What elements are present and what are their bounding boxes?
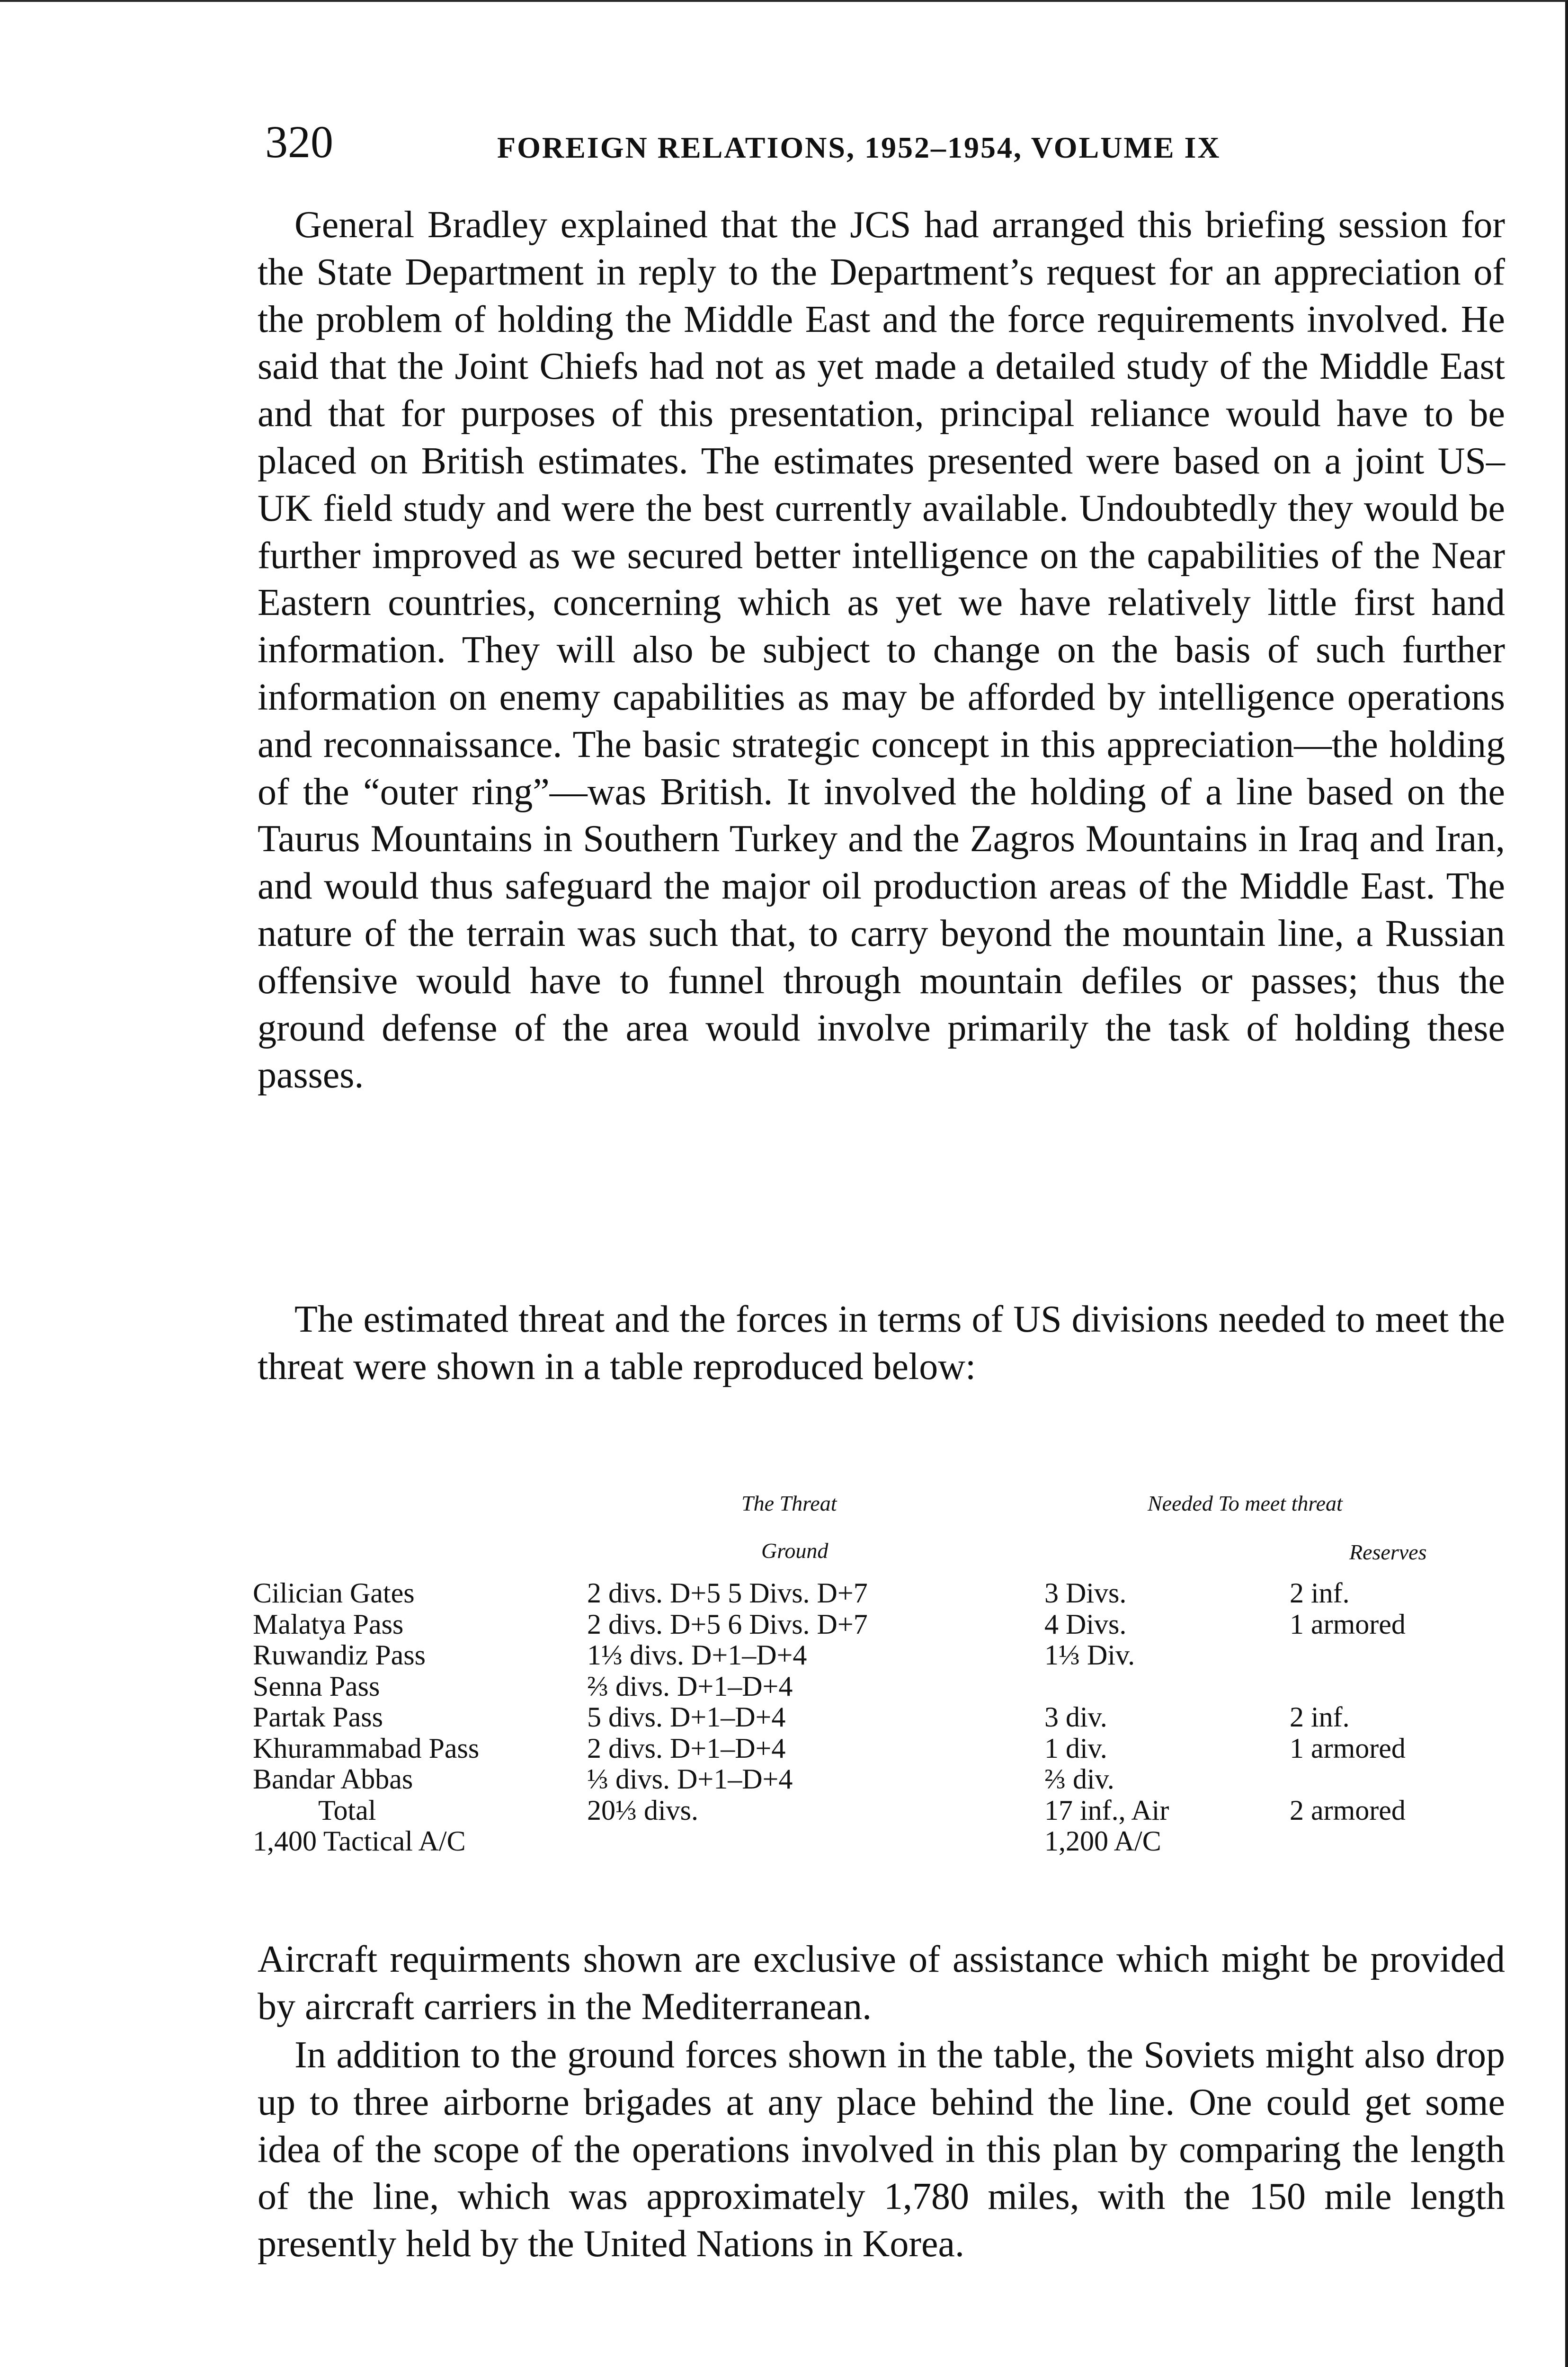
table-row [253,1763,1446,1795]
cell-threat: 1⅓ divs. D+1–D+4 [587,1639,807,1671]
paragraph-table-intro: The estimated threat and the forces in terms of US divisions needed to meet the threat were shown in a table reproduced below: [258,1299,1505,1388]
cell-place: Ruwandiz Pass [253,1639,426,1671]
cell-threat: 2 divs. D+5 6 Divs. D+7 [587,1608,868,1640]
cell-place: Senna Pass [253,1670,380,1702]
table-row [253,1733,1446,1764]
cell-place: 1,400 Tactical A/C [253,1825,466,1857]
page-number: 320 [265,116,333,167]
table-head-threat: The Threat [741,1491,837,1515]
table-row [253,1701,1446,1733]
cell-threat: ⅓ divs. D+1–D+4 [587,1763,793,1795]
table-row [253,1639,1446,1671]
cell-needed: 1 div. [1044,1732,1107,1764]
running-head: FOREIGN RELATIONS, 1952–1954, VOLUME IX [497,131,1221,164]
cell-needed: 4 Divs. [1044,1608,1127,1640]
cell-threat: 20⅓ divs. [587,1794,699,1826]
cell-needed: 1,200 A/C [1044,1825,1161,1857]
paragraph-airborne-brigades: In addition to the ground forces shown in the table, the Soviets might also drop up to three airborne brigades at any place behind the line. One could get some idea of the scope of the operations involved in this plan by comparing the length of the line, which was approximately 1,780 miles, with the 150 mile length presently held by the United Nations in Korea. [258,2034,1505,2265]
table-row [253,1671,1446,1702]
table-row [253,1825,1446,1857]
cell-needed: 17 inf., Air [1044,1794,1169,1826]
table-head-reserves: Reserves [1349,1540,1427,1564]
paragraph-aircraft-requirements: Aircraft requirments shown are exclusive of assistance which might be provided by aircraft carriers in the Mediterranean. [258,1939,1505,2028]
cell-reserve: 2 inf. [1290,1701,1350,1733]
table-head-ground: Ground [761,1539,829,1563]
page-header [265,114,1496,170]
paragraph-bradley-briefing: General Bradley explained that the JCS had arranged this briefing session for the State Department in reply to the Department’s request for an appreciation of the problem of holding the Middle East and the force requirements involved. He said that the Joint Chiefs had not as yet made a detailed study of the Middle East and that for purposes of this presentation, principal reliance would have to be placed on British estimates. The estimates presented were based on a joint US–UK field study and were the best currently available. Undoubtedly they would be further improved as we secured better intelligence on the capabilities of the Near Eastern countries, concerning which as yet we have relatively little first hand information. They will also be subject to change on the basis of such further information on enemy capabilities as may be afforded by intelligence operations and reconnaissance. The basic strategic concept in this appreciation—the holding of the “outer ring”—was British. It involved the holding of a line based on the Taurus Mountains in Southern Turkey and the Zagros Mountains in Iraq and Iran, and would thus safeguard the major oil production areas of the Middle East. The nature of the terrain was such that, to carry beyond the mountain line, a Russian offensive would have to funnel through mountain defiles or passes; thus the ground defense of the area would involve primarily the task of holding these passes. [258,204,1505,1096]
table-head-needed: Needed To meet threat [1148,1491,1343,1515]
cell-place: Bandar Abbas [253,1763,413,1795]
cell-reserve: 2 armored [1290,1794,1406,1826]
cell-reserve: 1 armored [1290,1732,1406,1764]
cell-place: Malatya Pass [253,1608,404,1640]
cell-place: Cilician Gates [253,1577,415,1609]
threat-forces-table [253,1484,1446,1881]
table-body [253,1577,1446,1857]
cell-needed: 3 Divs. [1044,1577,1127,1609]
cell-place: Khurammabad Pass [253,1732,480,1764]
cell-needed: 3 div. [1044,1701,1107,1733]
cell-reserve: 2 inf. [1290,1577,1350,1609]
cell-needed: 1⅓ Div. [1044,1639,1135,1671]
table-row [253,1577,1446,1609]
cell-threat: 5 divs. D+1–D+4 [587,1701,786,1733]
cell-reserve: 1 armored [1290,1608,1406,1640]
cell-threat: 2 divs. D+5 5 Divs. D+7 [587,1577,868,1609]
cell-place: Partak Pass [253,1701,383,1733]
cell-place-total: Total [318,1794,376,1826]
cell-needed: ⅔ div. [1044,1763,1114,1795]
table-row [253,1609,1446,1640]
cell-threat: ⅔ divs. D+1–D+4 [587,1670,793,1702]
table-row-total [253,1795,1446,1826]
cell-threat: 2 divs. D+1–D+4 [587,1732,786,1764]
